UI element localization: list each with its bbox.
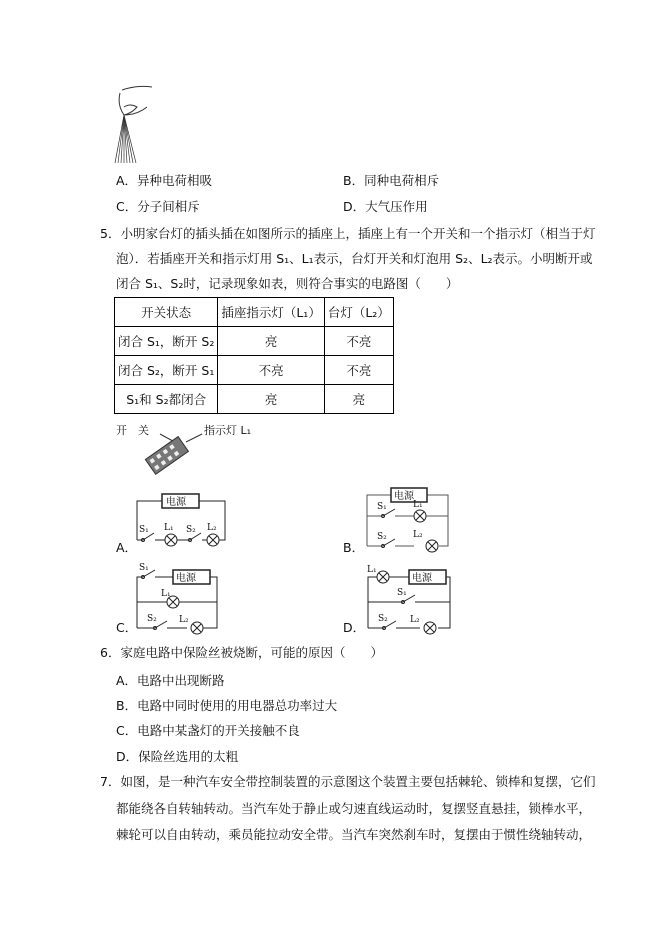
q6-option-b[interactable]: B．电路中同时使用的用电器总功率过大 — [116, 698, 338, 713]
table-header-row — [115, 298, 394, 327]
table-row — [115, 327, 394, 356]
q5-observation-table — [114, 297, 394, 414]
table-cell: 闭合 S₁，断开 S₂ — [115, 327, 218, 356]
q6-option-d[interactable]: D．保险丝选用的太粗 — [116, 749, 239, 764]
power-source-label: 电源 — [176, 573, 196, 584]
s1-label: S₁ — [377, 502, 387, 512]
power-strip-figure — [140, 428, 210, 478]
table-header: 开关状态 — [115, 298, 218, 327]
table-cell: S₁和 S₂都闭合 — [115, 385, 218, 414]
power-source-label: 电源 — [394, 491, 414, 502]
q5-stem-line: 5．小明家台灯的插头插在如图所示的插座上，插座上有一个开关和一个指示灯（相当于灯 — [100, 226, 596, 241]
table-cell: 亮 — [218, 385, 324, 414]
power-source-label: 电源 — [166, 497, 186, 508]
s1-label: S₁ — [139, 525, 149, 535]
q6-option-c[interactable]: C．电路中某盏灯的开关接触不良 — [116, 723, 300, 738]
s2-label: S₂ — [147, 614, 157, 624]
circuit-a[interactable] — [135, 490, 227, 550]
q5-stem-line: 泡）．若插座开关和指示灯用 S₁、L₁表示，台灯开关和灯泡用 S₂、L₂表示。小明断开或 — [116, 251, 593, 266]
table-row — [115, 385, 394, 414]
table-cell: 亮 — [218, 327, 324, 356]
table-cell: 不亮 — [324, 327, 393, 356]
circuit-option-d-label[interactable]: D． — [343, 620, 366, 635]
table-cell: 闭合 S₂，断开 S₁ — [115, 356, 218, 385]
circuit-d[interactable] — [366, 562, 456, 632]
s2-label: S₂ — [378, 614, 388, 624]
q4-option-a[interactable]: A．异种电荷相吸 — [116, 173, 213, 188]
table-row — [115, 356, 394, 385]
q7-stem-line: 7．如图，是一种汽车安全带控制装置的示意图这个装置主要包括棘轮、锁棒和复摆，它们 — [100, 774, 596, 789]
circuit-option-b-label[interactable]: B． — [343, 540, 365, 555]
q6-stem: 6．家庭电路中保险丝被烧断，可能的原因（ ） — [100, 645, 383, 660]
circuit-b[interactable] — [365, 484, 455, 554]
s2-label: S₂ — [377, 532, 387, 542]
l2-label: L₂ — [410, 615, 420, 625]
s1-label: S₁ — [397, 588, 407, 598]
l1-label: L₁ — [161, 589, 171, 599]
table-header: 插座指示灯（L₁） — [218, 298, 324, 327]
q7-stem-line: 都能绕各自转轴转动。当汽车处于静止或匀速直线运动时，复摆竖直悬挂，锁棒水平， — [116, 801, 592, 816]
q4-option-c[interactable]: C．分子间相斥 — [116, 199, 200, 214]
table-cell: 亮 — [324, 385, 393, 414]
l2-label: L₂ — [413, 530, 423, 540]
circuit-option-c-label[interactable]: C． — [116, 620, 138, 635]
circuit-c[interactable] — [135, 562, 225, 632]
switch-label: 开 关 — [116, 424, 149, 437]
s1-label: S₁ — [139, 563, 149, 573]
q7-stem-line: 棘轮可以自由转动，乘员能拉动安全带。当汽车突然刹车时，复摆由于惯性绕轴转动， — [116, 827, 592, 842]
q4-option-d[interactable]: D．大气压作用 — [343, 199, 428, 214]
table-header: 台灯（L₂） — [324, 298, 393, 327]
q6-option-a[interactable]: A．电路中出现断路 — [116, 673, 225, 688]
s2-label: S₂ — [186, 525, 196, 535]
l1-label: L₁ — [164, 523, 174, 533]
l2-label: L₂ — [179, 615, 189, 625]
indicator-lamp-label: 指示灯 L₁ — [204, 424, 252, 437]
table-cell: 不亮 — [218, 356, 324, 385]
q5-stem-line: 闭合 S₁、S₂时，记录现象如表，则符合事实的电路图（ ） — [116, 276, 459, 291]
l1-label: L₁ — [367, 565, 377, 575]
table-cell: 不亮 — [324, 356, 393, 385]
q4-option-b[interactable]: B．同种电荷相斥 — [343, 173, 440, 188]
hair-electroscope-figure — [112, 85, 157, 165]
l2-label: L₂ — [207, 523, 217, 533]
l1-label: L₁ — [413, 500, 423, 510]
circuit-option-a-label[interactable]: A． — [116, 540, 138, 555]
power-source-label: 电源 — [412, 573, 432, 584]
